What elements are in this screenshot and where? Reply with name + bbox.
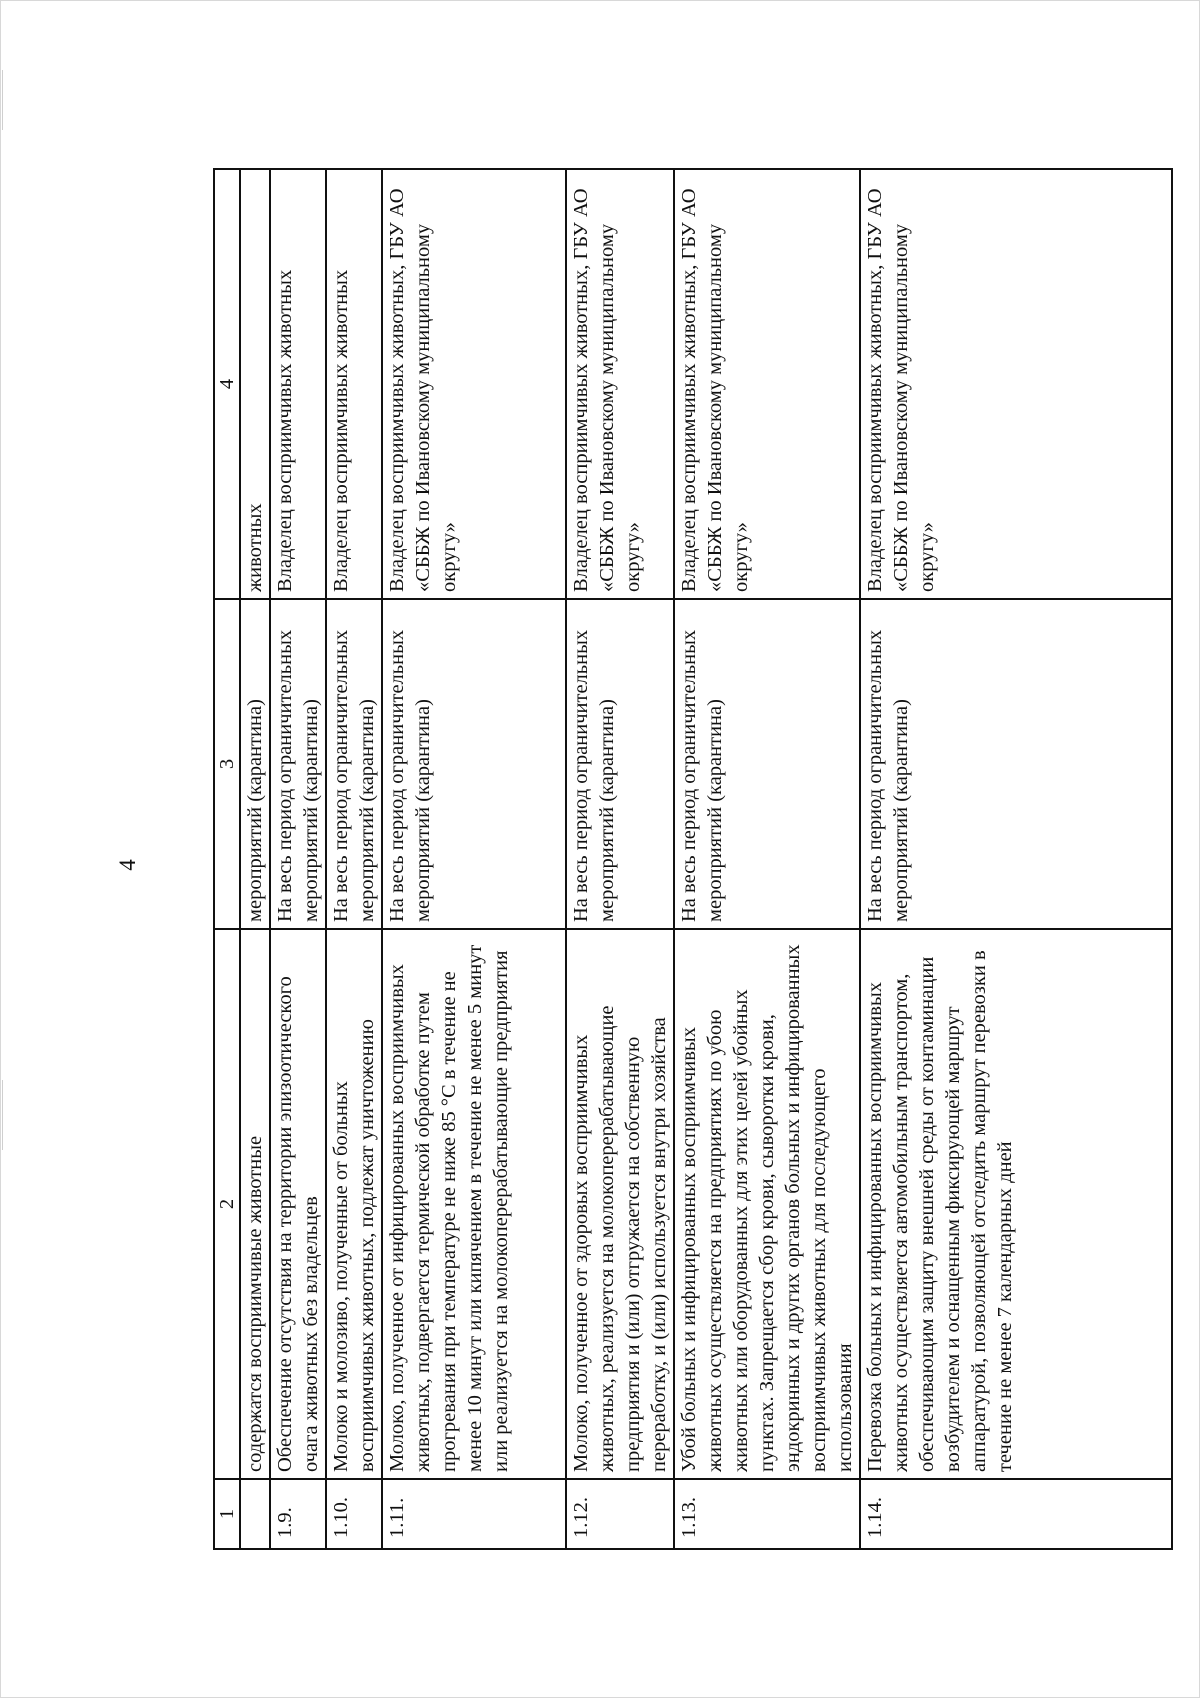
header-cell: 3	[214, 599, 240, 929]
header-cell: 2	[214, 929, 240, 1479]
row-number: 1.11.	[382, 1479, 566, 1549]
measure-cell: Убой больных и инфицированных восприимчивых животных осуществляется на предприятиях по убою животных или оборудованных для этих целей убойных пунктах. Запрещается сбор крови, сыворотки крови, эндокринных и других органов больных и инфицированных восприимчивых животных для последующего использования	[674, 929, 860, 1479]
table-row	[382, 169, 566, 1549]
table-row	[240, 169, 270, 1549]
table-row	[674, 169, 860, 1549]
period-cell: На весь период ограничительных мероприятий (карантина)	[860, 599, 1172, 929]
table-row	[566, 169, 674, 1549]
header-cell: 1	[214, 1479, 240, 1549]
measure-cell: Перевозка больных и инфицированных восприимчивых животных осуществляется автомобильным транспортом, обеспечивающим защиту внешней среды от контаминации возбудителем и оснащенным фиксирующей маршрут аппаратурой, позволяющей отследить маршрут перевозки в течение не менее 7 календарных дней	[860, 929, 1172, 1479]
measures-table	[213, 168, 1173, 1550]
rotated-table	[213, 170, 1173, 1550]
responsible-cell: Владелец восприимчивых животных	[326, 169, 382, 599]
measure-cell: Обеспечение отсутствия на территории эпизоотического очага животных без владельцев	[270, 929, 326, 1479]
scan-margin-mark	[2, 1080, 3, 1150]
row-number: 1.14.	[860, 1479, 1172, 1549]
row-number	[240, 1479, 270, 1549]
responsible-cell: животных	[240, 169, 270, 599]
row-number: 1.12.	[566, 1479, 674, 1549]
responsible-cell: Владелец восприимчивых животных	[270, 169, 326, 599]
table-row	[326, 169, 382, 1549]
measure-cell: содержатся восприимчивые животные	[240, 929, 270, 1479]
period-cell: На весь период ограничительных мероприятий (карантина)	[326, 599, 382, 929]
measure-cell: Молоко, полученное от здоровых восприимчивых животных, реализуется на молокоперерабатывающие предприятия и (или) отгружается на собственную переработку, и (или) используется внутри хозяйства	[566, 929, 674, 1479]
responsible-cell: Владелец восприимчивых животных, ГБУ АО «СББЖ по Ивановскому муниципальному округу»	[860, 169, 1172, 599]
row-number: 1.13.	[674, 1479, 860, 1549]
table-header-row	[214, 169, 240, 1549]
period-cell: На весь период ограничительных мероприятий (карантина)	[382, 599, 566, 929]
row-number: 1.10.	[326, 1479, 382, 1549]
responsible-cell: Владелец восприимчивых животных, ГБУ АО «СББЖ по Ивановскому муниципальному округу»	[382, 169, 566, 599]
measure-cell: Молоко, полученное от инфицированных восприимчивых животных, подвергается термической обработке путем прогревания при температуре не ниже 85 °С в течение не менее 10 минут или кипячением в течение не менее 5 минут или реализуется на молокоперерабатывающие предприятия	[382, 929, 566, 1479]
table-row	[860, 169, 1172, 1549]
row-number: 1.9.	[270, 1479, 326, 1549]
period-cell: На весь период ограничительных мероприятий (карантина)	[566, 599, 674, 929]
page-number: 4	[115, 859, 140, 871]
table-row	[270, 169, 326, 1549]
measure-cell: Молоко и молозиво, полученные от больных восприимчивых животных, подлежат уничтожению	[326, 929, 382, 1479]
period-cell: На весь период ограничительных мероприятий (карантина)	[674, 599, 860, 929]
period-cell: На весь период ограничительных мероприятий (карантина)	[270, 599, 326, 929]
header-cell: 4	[214, 169, 240, 599]
period-cell: мероприятий (карантина)	[240, 599, 270, 929]
responsible-cell: Владелец восприимчивых животных, ГБУ АО «СББЖ по Ивановскому муниципальному округу»	[566, 169, 674, 599]
responsible-cell: Владелец восприимчивых животных, ГБУ АО «СББЖ по Ивановскому муниципальному округу»	[674, 169, 860, 599]
scan-margin-mark	[2, 70, 3, 130]
rotated-table-container	[213, 170, 1173, 1550]
